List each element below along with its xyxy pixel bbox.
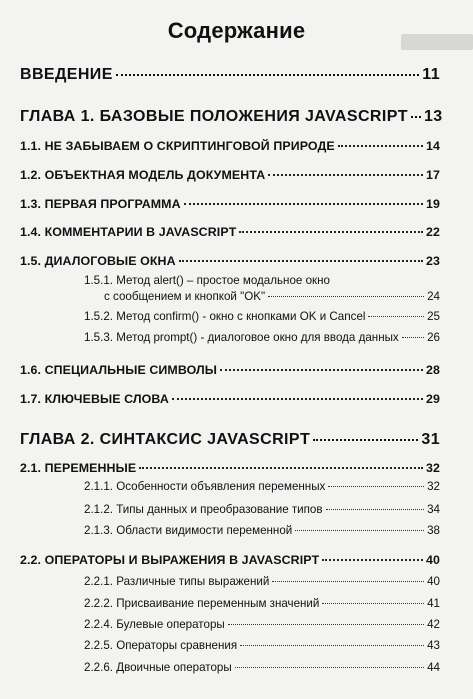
subsection-entry — [84, 524, 440, 537]
dot-leader — [368, 316, 424, 317]
page-number: 34 — [427, 503, 440, 516]
page-number: 42 — [427, 618, 440, 631]
page-number: 11 — [422, 66, 440, 83]
subsection-entry — [84, 575, 440, 588]
entry-title: ГЛАВА 1. БАЗОВЫЕ ПОЛОЖЕНИЯ JAVASCRIPT — [20, 108, 408, 125]
dot-leader — [272, 581, 424, 582]
page-title: Содержание — [167, 18, 306, 43]
page-number: 40 — [427, 575, 440, 588]
dot-leader — [228, 624, 424, 625]
dot-leader — [172, 398, 423, 400]
page-number: 25 — [427, 310, 440, 323]
entry-title: 1.1. НЕ ЗАБЫВАЕМ О СКРИПТИНГОВОЙ ПРИРОДЕ — [20, 139, 335, 153]
page-number: 32 — [426, 461, 440, 475]
subsection-entry — [84, 310, 440, 323]
entry-title: 1.5.1. Метод alert() – простое модальное окно — [84, 274, 330, 287]
page-number: 22 — [426, 225, 440, 239]
page-number: 38 — [427, 524, 440, 537]
dot-leader — [268, 296, 424, 297]
section-entry — [20, 168, 440, 182]
entry-title: 1.7. КЛЮЧЕВЫЕ СЛОВА — [20, 392, 169, 406]
page-number: 28 — [426, 363, 440, 377]
subsection-entry — [84, 597, 440, 610]
page-number: 40 — [426, 553, 440, 567]
section-entry — [20, 225, 440, 239]
section-entry — [20, 553, 440, 567]
entry-title: 2.1.3. Области видимости переменной — [84, 524, 293, 537]
dot-leader — [235, 667, 424, 668]
entry-title: 2.1.1. Особенности объявления переменных — [84, 480, 326, 493]
entry-title: 1.3. ПЕРВАЯ ПРОГРАММА — [20, 197, 181, 211]
subsection-entry — [84, 331, 440, 344]
entry-title: 2.2.1. Различные типы выражений — [84, 575, 270, 588]
dot-leader — [240, 645, 424, 646]
dot-leader — [313, 439, 418, 441]
page-number: 13 — [423, 108, 443, 125]
dot-leader — [322, 603, 424, 604]
page-number: 43 — [427, 639, 440, 652]
page-number: 32 — [427, 480, 440, 493]
page-number: 17 — [426, 168, 440, 182]
section-entry — [20, 392, 440, 406]
entry-title: 1.5.2. Метод confirm() - окно с кнопками OK и Cancel — [84, 310, 366, 323]
dot-leader — [338, 145, 423, 147]
dot-leader — [179, 260, 423, 262]
dot-leader — [295, 530, 424, 531]
entry-title: ВВЕДЕНИЕ — [20, 66, 113, 83]
page-number: 14 — [426, 139, 440, 153]
dot-leader — [268, 174, 423, 176]
page-number: 23 — [426, 254, 440, 268]
page-number: 41 — [427, 597, 440, 610]
chapter-entry — [20, 108, 443, 126]
page-number: 44 — [427, 661, 440, 674]
entry-title: 2.1.2. Типы данных и преобразование типов — [84, 503, 323, 516]
entry-title: 2.2. ОПЕРАТОРЫ И ВЫРАЖЕНИЯ В JAVASCRIPT — [20, 553, 320, 567]
dot-leader — [220, 369, 423, 371]
entry-title: 2.1. ПЕРЕМЕННЫЕ — [20, 461, 137, 475]
page-number: 24 — [427, 290, 440, 303]
subsection-entry — [84, 274, 440, 303]
subsection-entry — [84, 639, 440, 652]
dot-leader — [184, 203, 423, 205]
entry-title: 2.2.2. Присваивание переменным значений — [84, 597, 320, 610]
dot-leader — [139, 467, 423, 469]
entry-title: 2.2.5. Операторы сравнения — [84, 639, 238, 652]
entry-title: 1.2. ОБЪЕКТНАЯ МОДЕЛЬ ДОКУМЕНТА — [20, 168, 266, 182]
page-number: 29 — [426, 392, 440, 406]
dot-leader — [239, 231, 423, 233]
entry-title-continued: с сообщением и кнопкой "OK" — [104, 290, 266, 303]
subsection-entry — [84, 661, 440, 674]
entry-title: 1.5. ДИАЛОГОВЫЕ ОКНА — [20, 254, 176, 268]
dot-leader — [402, 337, 424, 338]
entry-title: 2.2.4. Булевые операторы — [84, 618, 225, 631]
section-entry — [20, 461, 440, 475]
page-number: 31 — [421, 431, 440, 448]
page-number: 26 — [427, 331, 440, 344]
entry-title: 1.6. СПЕЦИАЛЬНЫЕ СИМВОЛЫ — [20, 363, 218, 377]
section-entry — [20, 139, 440, 153]
entry-title: 1.4. КОММЕНТАРИИ В JAVASCRIPT — [20, 225, 237, 239]
section-entry — [20, 254, 440, 268]
dot-leader — [116, 74, 420, 76]
section-entry — [20, 197, 440, 211]
dot-leader — [411, 116, 421, 118]
page-number: 19 — [426, 197, 440, 211]
entry-title: ГЛАВА 2. СИНТАКСИС JAVASCRIPT — [20, 431, 311, 448]
section-entry — [20, 363, 440, 377]
entry-title: 2.2.6. Двоичные операторы — [84, 661, 232, 674]
subsection-entry — [84, 480, 440, 493]
dot-leader — [328, 486, 424, 487]
chapter-entry — [20, 431, 440, 449]
entry-title: 1.5.3. Метод prompt() - диалоговое окно для ввода данных — [84, 331, 399, 344]
chapter-entry — [20, 66, 440, 84]
dot-leader — [326, 509, 425, 510]
subsection-entry — [84, 618, 440, 631]
subsection-entry — [84, 503, 440, 516]
dot-leader — [322, 559, 423, 561]
